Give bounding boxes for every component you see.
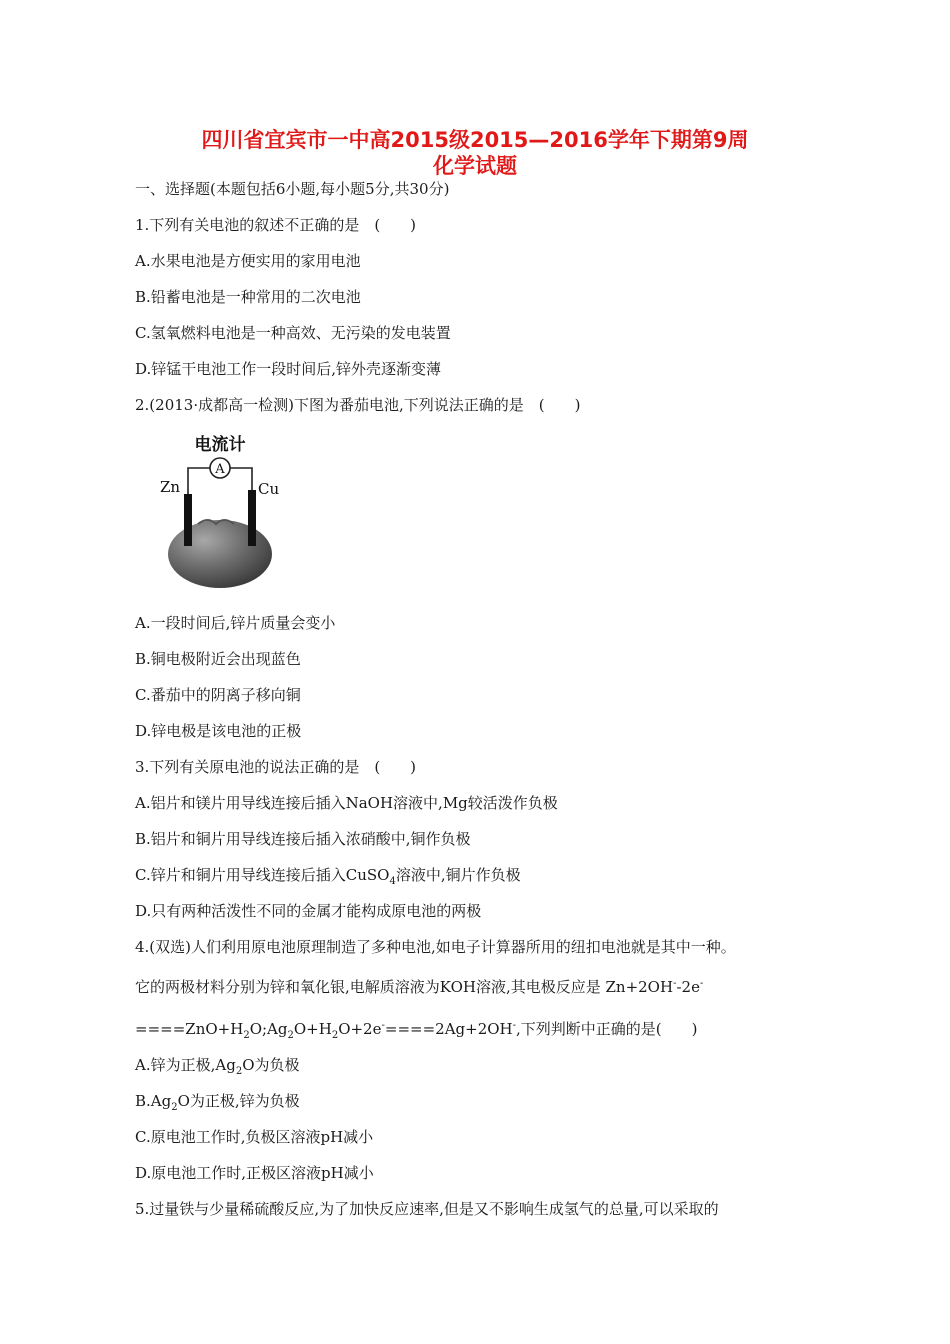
- zn-label: Zn: [160, 478, 181, 496]
- tomato-shape: [168, 520, 272, 588]
- q4-stem-line1: 4.(双选)人们利用原电池原理制造了多种电池,如电子计算器所用的纽扣电池就是其中一种。: [135, 938, 736, 956]
- copper-electrode: [248, 490, 256, 546]
- q3-stem: 3.下列有关原电池的说法正确的是 ( ): [135, 758, 417, 776]
- q1-stem: 1.下列有关电池的叙述不正确的是 ( ): [135, 216, 417, 234]
- q2-option-a: A.一段时间后,锌片质量会变小: [135, 614, 336, 632]
- cu-label: Cu: [258, 480, 280, 498]
- q4-option-d: D.原电池工作时,正极区溶液pH减小: [135, 1164, 374, 1182]
- q2-option-c: C.番茄中的阴离子移向铜: [135, 686, 301, 704]
- q1-option-d: D.锌锰干电池工作一段时间后,锌外壳逐渐变薄: [135, 360, 442, 378]
- tomato-battery-figure: [150, 432, 290, 596]
- ammeter-symbol: A: [215, 462, 225, 477]
- q3-option-d: D.只有两种活泼性不同的金属才能构成原电池的两极: [135, 902, 482, 920]
- q3-option-b: B.铝片和铜片用导线连接后插入浓硝酸中,铜作负极: [135, 830, 471, 848]
- section-heading: 一、选择题(本题包括6小题,每小题5分,共30分): [135, 180, 450, 198]
- q3-option-c: C.锌片和铜片用导线连接后插入CuSO$_4$溶液中,铜片作负极: [135, 866, 521, 887]
- q2-option-d: D.锌电极是该电池的正极: [135, 722, 302, 740]
- q1-option-b: B.铅蓄电池是一种常用的二次电池: [135, 288, 361, 306]
- document-title: 四川省宜宾市一中高2015级2015—2016学年下期第9周: [201, 128, 749, 152]
- q2-stem: 2.(2013·成都高一检测)下图为番茄电池,下列说法正确的是 ( ): [135, 396, 581, 414]
- q4-option-c: C.原电池工作时,负极区溶液pH减小: [135, 1128, 374, 1146]
- q5-stem: 5.过量铁与少量稀硫酸反应,为了加快反应速率,但是又不影响生成氢气的总量,可以采取的: [135, 1200, 719, 1218]
- q1-option-c: C.氢氧燃料电池是一种高效、无污染的发电装置: [135, 324, 451, 342]
- q4-option-b: $B.Ag_2O$为正极,锌为负极: [135, 1092, 300, 1113]
- q4-stem-line2: 它的两极材料分别为锌和氧化银,电解质溶液为KOH溶液,其电极反应是 Zn+2OH--2e-: [135, 978, 704, 996]
- q1-option-a: A.水果电池是方便实用的家用电池: [135, 252, 361, 270]
- document-subtitle: 化学试题: [433, 154, 517, 178]
- q4-stem-line3: $====ZnO+H_2O;Ag_2O+H_2O+2e^-====2Ag+2OH^-$,下列判断中正确的是( ): [135, 1020, 698, 1041]
- q3-option-a: A.铝片和镁片用导线连接后插入NaOH溶液中,Mg较活泼作负极: [135, 794, 558, 812]
- zinc-electrode: [184, 494, 192, 546]
- ammeter-label: 电流计: [194, 435, 246, 455]
- q2-option-b: B.铜电极附近会出现蓝色: [135, 650, 301, 668]
- q4-option-a: A.锌为正极$,Ag_2O$为负极: [135, 1056, 300, 1077]
- tomato-battery-diagram: [150, 432, 290, 592]
